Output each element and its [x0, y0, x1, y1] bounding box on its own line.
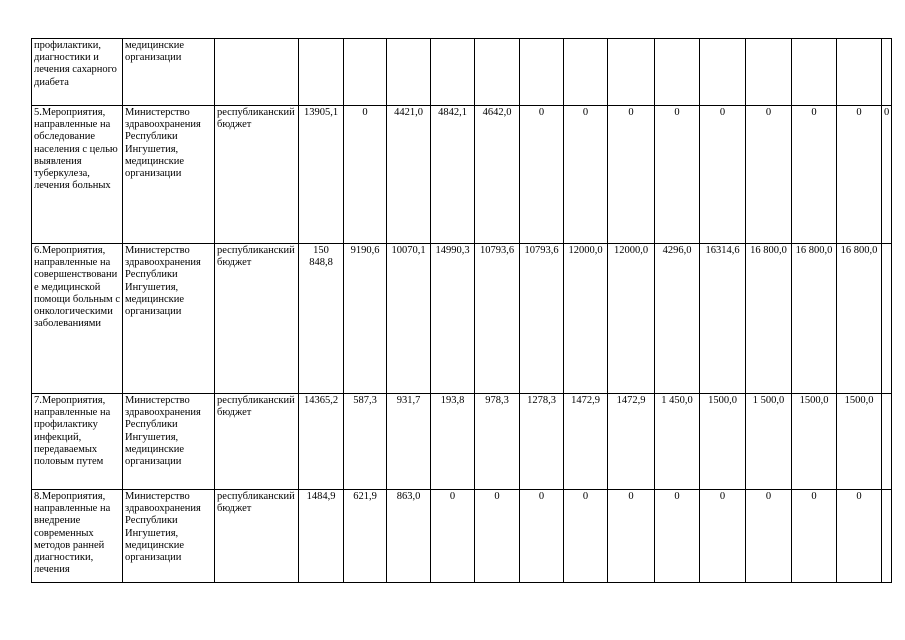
amount-cell: 863,0 [387, 490, 431, 583]
amount-cell: 16 800,0 [837, 244, 882, 394]
amount-cell [837, 39, 882, 106]
measure-name-cell: 7.Мероприятия, направленные на профилактику инфекций, передаваемых половым путем [32, 394, 123, 490]
amount-cell [344, 39, 387, 106]
amount-cell: 13905,1 [299, 106, 344, 244]
amount-cell: 978,3 [475, 394, 520, 490]
amount-cell: 0 [837, 106, 882, 244]
amount-cell: 4421,0 [387, 106, 431, 244]
executor-cell: Министерство здравоохранения Республики Ингушетия, медицинские организации [123, 106, 215, 244]
amount-cell: 0 [475, 490, 520, 583]
amount-cell: 0 [608, 490, 655, 583]
amount-cell: 1 450,0 [655, 394, 700, 490]
amount-cell: 4642,0 [475, 106, 520, 244]
amount-cell: 0 [520, 106, 564, 244]
amount-cell: 1472,9 [608, 394, 655, 490]
amount-cell: 0 [700, 490, 746, 583]
amount-cell: 1500,0 [792, 394, 837, 490]
amount-cell: 0 [344, 106, 387, 244]
table-row [32, 490, 892, 583]
amount-cell: 1472,9 [564, 394, 608, 490]
amount-cell: 0 [792, 490, 837, 583]
table-row [32, 39, 892, 106]
amount-cell: 0 [431, 490, 475, 583]
funding-source-cell: республиканский бюджет [215, 490, 299, 583]
amount-cell: 1500,0 [837, 394, 882, 490]
amount-cell: 16 800,0 [746, 244, 792, 394]
amount-cell [700, 39, 746, 106]
amount-cell: 14990,3 [431, 244, 475, 394]
measure-name-cell: 6.Мероприятия, направленные на совершенствование медицинской помощи больным с онкологическими заболеваниями [32, 244, 123, 394]
amount-cell: 0 [655, 106, 700, 244]
amount-cell: 10793,6 [475, 244, 520, 394]
table-row [32, 106, 892, 244]
measure-name-cell: 8.Мероприятия, направленные на внедрение современных методов ранней диагностики, лечения [32, 490, 123, 583]
amount-cell: 10793,6 [520, 244, 564, 394]
amount-cell [655, 39, 700, 106]
amount-cell [520, 39, 564, 106]
amount-cell: 4842,1 [431, 106, 475, 244]
amount-cell: 4296,0 [655, 244, 700, 394]
amount-cell: 1484,9 [299, 490, 344, 583]
amount-cell: 1278,3 [520, 394, 564, 490]
amount-cell: 0 [564, 490, 608, 583]
amount-cell [746, 39, 792, 106]
amount-cell: 1 500,0 [746, 394, 792, 490]
amount-cell: 931,7 [387, 394, 431, 490]
funding-source-cell [215, 39, 299, 106]
amount-cell: 0 [608, 106, 655, 244]
amount-cell: 0 [746, 106, 792, 244]
funding-source-cell: республиканский бюджет [215, 244, 299, 394]
amount-cell [299, 39, 344, 106]
amount-cell [882, 244, 892, 394]
measure-name-cell: 5.Мероприятия, направленные на обследование населения с целью выявления туберкулеза, лечения больных [32, 106, 123, 244]
executor-cell: Министерство здравоохранения Республики Ингушетия, медицинские организации [123, 244, 215, 394]
amount-cell [882, 394, 892, 490]
table-row [32, 244, 892, 394]
amount-cell: 0 [746, 490, 792, 583]
amount-cell [387, 39, 431, 106]
amount-cell: 0 [792, 106, 837, 244]
funding-source-cell: республиканский бюджет [215, 106, 299, 244]
amount-cell: 621,9 [344, 490, 387, 583]
amount-cell [882, 39, 892, 106]
amount-cell [475, 39, 520, 106]
executor-cell: Министерство здравоохранения Республики Ингушетия, медицинские организации [123, 490, 215, 583]
amount-cell [792, 39, 837, 106]
amount-cell: 12000,0 [608, 244, 655, 394]
amount-cell: 193,8 [431, 394, 475, 490]
executor-cell: Министерство здравоохранения Республики Ингушетия, медицинские организации [123, 394, 215, 490]
amount-cell: 12000,0 [564, 244, 608, 394]
executor-cell: медицинские организации [123, 39, 215, 106]
measure-name-cell: профилактики, диагностики и лечения сахарного диабета [32, 39, 123, 106]
amount-cell [608, 39, 655, 106]
amount-cell: 0 [655, 490, 700, 583]
funding-source-cell: республиканский бюджет [215, 394, 299, 490]
amount-cell: 1500,0 [700, 394, 746, 490]
amount-cell: 10070,1 [387, 244, 431, 394]
table-row [32, 394, 892, 490]
amount-cell: 0 [520, 490, 564, 583]
amount-cell: 0 [564, 106, 608, 244]
amount-cell: 587,3 [344, 394, 387, 490]
amount-cell: 16314,6 [700, 244, 746, 394]
amount-cell [564, 39, 608, 106]
amount-cell: 0 [882, 106, 892, 244]
budget-table [31, 38, 892, 583]
amount-cell: 16 800,0 [792, 244, 837, 394]
amount-cell [431, 39, 475, 106]
amount-cell: 0 [700, 106, 746, 244]
amount-cell: 9190,6 [344, 244, 387, 394]
amount-cell: 150 848,8 [299, 244, 344, 394]
amount-cell [882, 490, 892, 583]
amount-cell: 0 [837, 490, 882, 583]
amount-cell: 14365,2 [299, 394, 344, 490]
